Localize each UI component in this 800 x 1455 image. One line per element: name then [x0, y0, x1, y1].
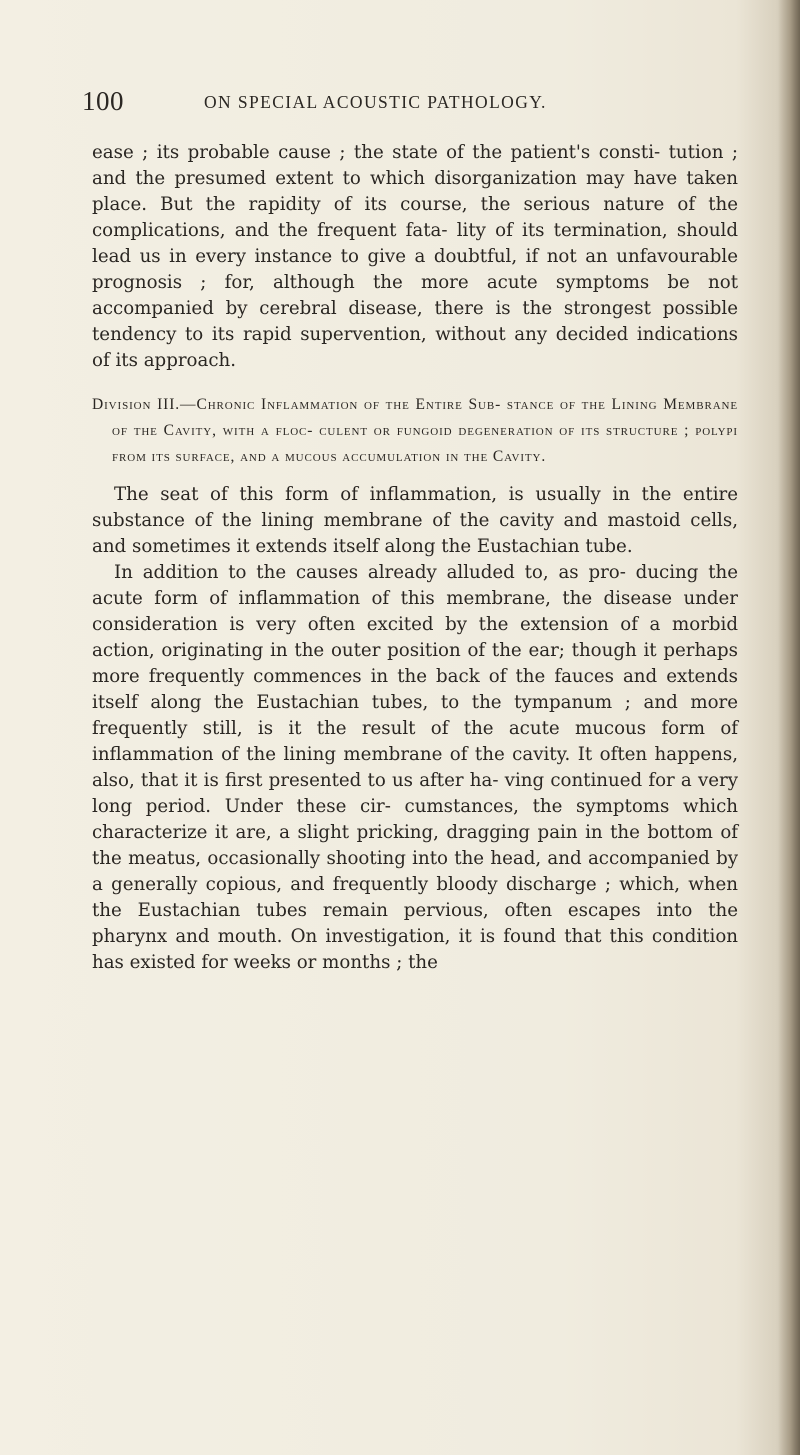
paragraph-causes: In addition to the causes already alluded to, as pro- ducing the acute form of inflammation of this membrane, the disease under consideration is very often excited by the extension of a morbid action, originating in the outer position of the ear; though it perhaps more frequently commences in the back of the fauces and extends itself along the Eustachian tubes, to the tympanum ; and more frequently still, is it the result of the acute mucous form of inflammation of the lining membrane of the cavity. It often happens, also, that it is first presented to us after ha- ving continued for a very long period. Under these cir- cumstances, the symptoms which characterize it are, a slight pricking, dragging pain in the bottom of the meatus, occasionally shooting into the head, and accompanied by a generally copious, and frequently bloody discharge ; which, when the Eustachian tubes remain pervious, often escapes into the pharynx and mouth. On investigation, it is found that this condition has existed for weeks or months ; the: [92, 562, 738, 973]
page-header: [82, 86, 742, 120]
body-text: [92, 140, 738, 976]
section-heading: [92, 392, 738, 470]
running-head: ON SPECIAL ACOUSTIC PATHOLOGY.: [204, 92, 547, 112]
paragraph-continuation: ease ; its probable cause ; the state of the patient's consti- tution ; and the presumed extent to which disorganization may have taken place. But the rapidity of its course, the serious nature of the complications, and the frequent fata- lity of its termination, should lead us in every instance to give a doubtful, if not an unfavourable prognosis ; for, although the more acute symptoms be not accompanied by cerebral disease, there is the strongest possible tendency to its rapid supervention, without any decided indications of its approach.: [92, 142, 738, 371]
page-edge-shadow: [778, 0, 800, 1455]
paragraph-seat: The seat of this form of inflammation, is usually in the entire substance of the lining membrane of the cavity and mastoid cells, and sometimes it extends itself along the Eustachian tube.: [92, 484, 738, 557]
page-number: 100: [82, 86, 124, 116]
section-heading-text: Division III.—Chronic Inflammation of the Entire Sub- stance of the Lining Membrane of the Cavity, with a floc- culent or fungoid degeneration of its structure ; polypi from its surface, and a mucous accumulation in the Cavity.: [92, 396, 738, 465]
